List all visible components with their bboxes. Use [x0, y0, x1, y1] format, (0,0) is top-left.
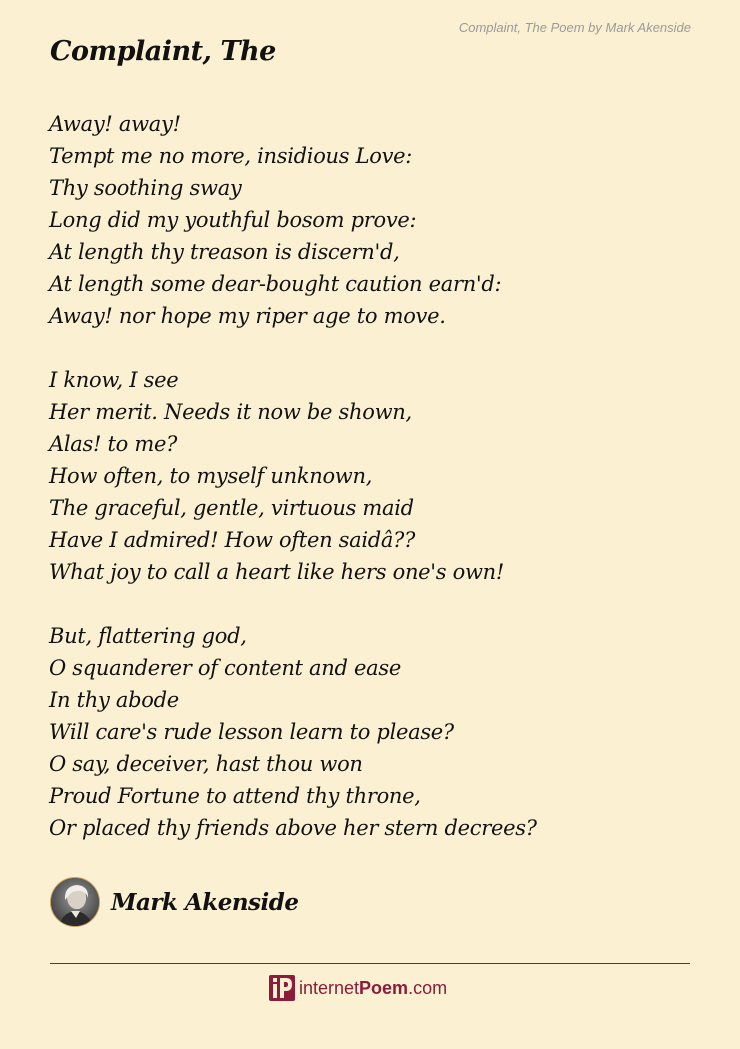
footer-divider — [50, 963, 690, 964]
poem-line: Thy soothing sway — [49, 176, 242, 200]
author-avatar[interactable] — [50, 877, 100, 927]
poem-line: In thy abode — [49, 688, 179, 712]
poem-line: The graceful, gentle, virtuous maid — [49, 496, 414, 520]
author-name-link[interactable]: Mark Akenside — [111, 888, 299, 916]
poem-line: At length thy treason is discern'd, — [49, 240, 400, 264]
brand-text-com: .com — [408, 977, 448, 998]
poem-line: I know, I see — [49, 368, 179, 392]
brand-text-poem: Poem — [359, 977, 409, 998]
poem-line: Her merit. Needs it now be shown, — [49, 400, 412, 424]
author-block[interactable] — [50, 876, 298, 928]
brand-text-internet: internet — [299, 977, 360, 998]
poem-line: Away! away! — [49, 112, 181, 136]
poem-line: At length some dear-bought caution earn'd: — [49, 272, 502, 296]
poem-line: Long did my youthful bosom prove: — [49, 208, 417, 232]
poem-line: But, flattering god, — [49, 624, 247, 648]
poem-line: How often, to myself unknown, — [49, 464, 373, 488]
poem-line: Or placed thy friends above her stern decrees? — [49, 816, 537, 840]
poem-line: Proud Fortune to attend thy throne, — [49, 784, 421, 808]
poem-line: Alas! to me? — [49, 432, 178, 456]
poem-line: Have I admired! How often saidâ?? — [49, 528, 416, 552]
poem-line: What joy to call a heart like hers one's own! — [49, 560, 505, 584]
stanza-3 — [49, 620, 699, 844]
poem-line: Away! nor hope my riper age to move. — [49, 304, 446, 328]
stanza-2 — [49, 364, 699, 588]
ip-logo-icon — [269, 975, 295, 1001]
header-credit: Complaint, The Poem by Mark Akenside — [458, 20, 691, 35]
author-portrait-icon — [51, 878, 100, 927]
poem-body — [49, 108, 699, 844]
poem-line: Will care's rude lesson learn to please? — [49, 720, 454, 744]
footer-brand-link[interactable] — [269, 975, 447, 1001]
poem-title: Complaint, The — [50, 36, 276, 67]
poem-line: Tempt me no more, insidious Love: — [49, 144, 413, 168]
stanza-1 — [49, 108, 699, 332]
poem-line: O say, deceiver, hast thou won — [49, 752, 363, 776]
poem-line: O squanderer of content and ease — [49, 656, 401, 680]
